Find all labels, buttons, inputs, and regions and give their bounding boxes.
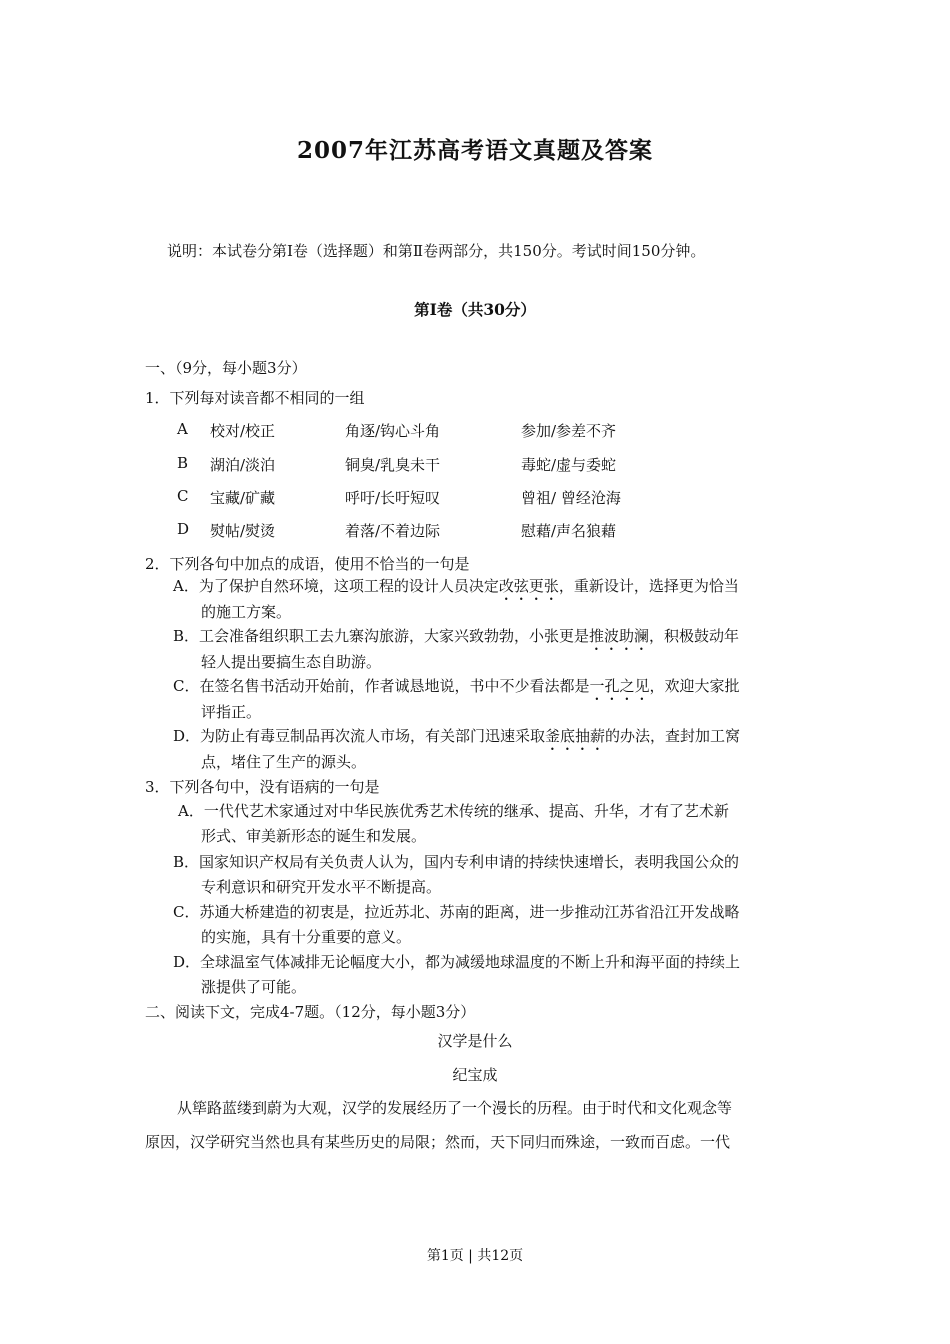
q2-option-b-line2: 轻人提出要搞生态自助游。 [201,653,382,671]
part2-heading: 二、阅读下文，完成4-7题。（12分，每小题3分） [145,1003,476,1021]
emphasized-idiom: 推波助澜 [589,627,650,645]
option-pair: 呼吁/长吁短叹 [345,489,441,507]
option-pair: 参加/参差不齐 [521,422,617,440]
option-pair: 湖泊/淡泊 [210,456,276,474]
text-segment: B．工会准备组织职工去九寨沟旅游，大家兴致勃勃，小张更是 [173,627,590,645]
q3-option-b-line2: 专利意识和研究开发水平不断提高。 [201,878,442,896]
q2-option-d-line1 [173,725,740,754]
q3-option-b-line1: B．国家知识产权局有关负责人认为，国内专利申请的持续快速增长，表明我国公众的 [173,853,740,871]
q3-option-a-line2: 形式、审美新形态的诞生和发展。 [201,827,427,845]
option-pair: 毒蛇/虚与委蛇 [521,456,617,474]
option-pair: 熨帖/熨烫 [210,522,276,540]
q3-option-d-line1: D．全球温室气体减排无论幅度大小，都为减缓地球温度的不断上升和海平面的持续上 [173,953,741,971]
article-paragraph-line1: 从筚路蓝缕到蔚为大观，汉学的发展经历了一个漫长的历程。由于时代和文化观念等 [177,1099,733,1117]
text-segment: ，欢迎大家批 [649,677,740,695]
page-footer: 第1页 | 共12页 [426,1248,524,1264]
option-pair: 角逐/钩心斗角 [345,422,441,440]
q2-option-d-line2: 点，堵住了生产的源头。 [201,753,367,771]
q3-option-c-line2: 的实施，具有十分重要的意义。 [201,928,412,946]
article-title: 汉学是什么 [437,1032,513,1050]
emphasized-idiom: 改弦更张 [498,577,559,595]
part1-heading: 一、（9分，每小题3分） [145,359,307,377]
option-letter: B [177,454,189,472]
option-pair: 宝藏/矿藏 [210,489,276,507]
option-pair: 铜臭/乳臭未干 [345,456,441,474]
article-author: 纪宝成 [452,1066,498,1084]
q2-stem: 2．下列各句中加点的成语，使用不恰当的一句是 [145,555,470,573]
q1-stem: 1．下列每对读音都不相同的一组 [145,389,365,407]
q3-option-c-line1: C．苏通大桥建造的初衷是，拉近苏北、苏南的距离，进一步推动江苏省沿江开发战略 [173,903,740,921]
option-letter: C [177,487,189,505]
q3-option-d-line2: 涨提供了可能。 [201,978,307,996]
option-pair: 着落/不着边际 [345,522,441,540]
q2-option-b-line1 [173,625,739,654]
q3-stem: 3．下列各句中，没有语病的一句是 [145,778,380,796]
text-segment: ，重新设计，选择更为恰当 [558,577,739,595]
option-letter: D [177,520,190,538]
exam-instructions: 说明：本试卷分第Ⅰ卷（选择题）和第Ⅱ卷两部分，共150分。考试时间150分钟。 [167,242,706,260]
text-segment: 的办法，查封加工窝 [605,727,741,745]
q2-option-c-line1 [173,675,740,704]
q2-option-a-line1 [173,575,739,604]
emphasized-idiom: 一孔之见 [589,677,650,695]
q2-option-a-line2: 的施工方案。 [201,603,292,621]
text-segment: C．在签名售书活动开始前，作者诚恳地说，书中不少看法都是 [173,677,590,695]
article-paragraph-line2: 原因，汉学研究当然也具有某些历史的局限；然而，天下同归而殊途，一致而百虑。一代 [145,1133,731,1151]
q2-option-c-line2: 评指正。 [201,703,262,721]
option-pair: 慰藉/声名狼藉 [521,522,617,540]
q3-option-a-line1: A．一代代艺术家通过对中华民族优秀艺术传统的继承、提高、升华，才有了艺术新 [178,802,729,820]
option-letter: A [177,420,188,438]
emphasized-idiom: 釜底抽薪 [545,727,606,745]
text-segment: ，积极鼓动年 [649,627,740,645]
page-title: 2007年江苏高考语文真题及答案 [296,137,653,164]
option-pair: 曾祖/ 曾经沧海 [521,489,621,507]
section-heading: 第Ⅰ卷（共30分） [414,300,536,319]
text-segment: D．为防止有毒豆制品再次流人市场，有关部门迅速采取 [173,727,546,745]
option-pair: 校对/校正 [210,422,276,440]
text-segment: A．为了保护自然环境，这项工程的设计人员决定 [173,577,499,595]
